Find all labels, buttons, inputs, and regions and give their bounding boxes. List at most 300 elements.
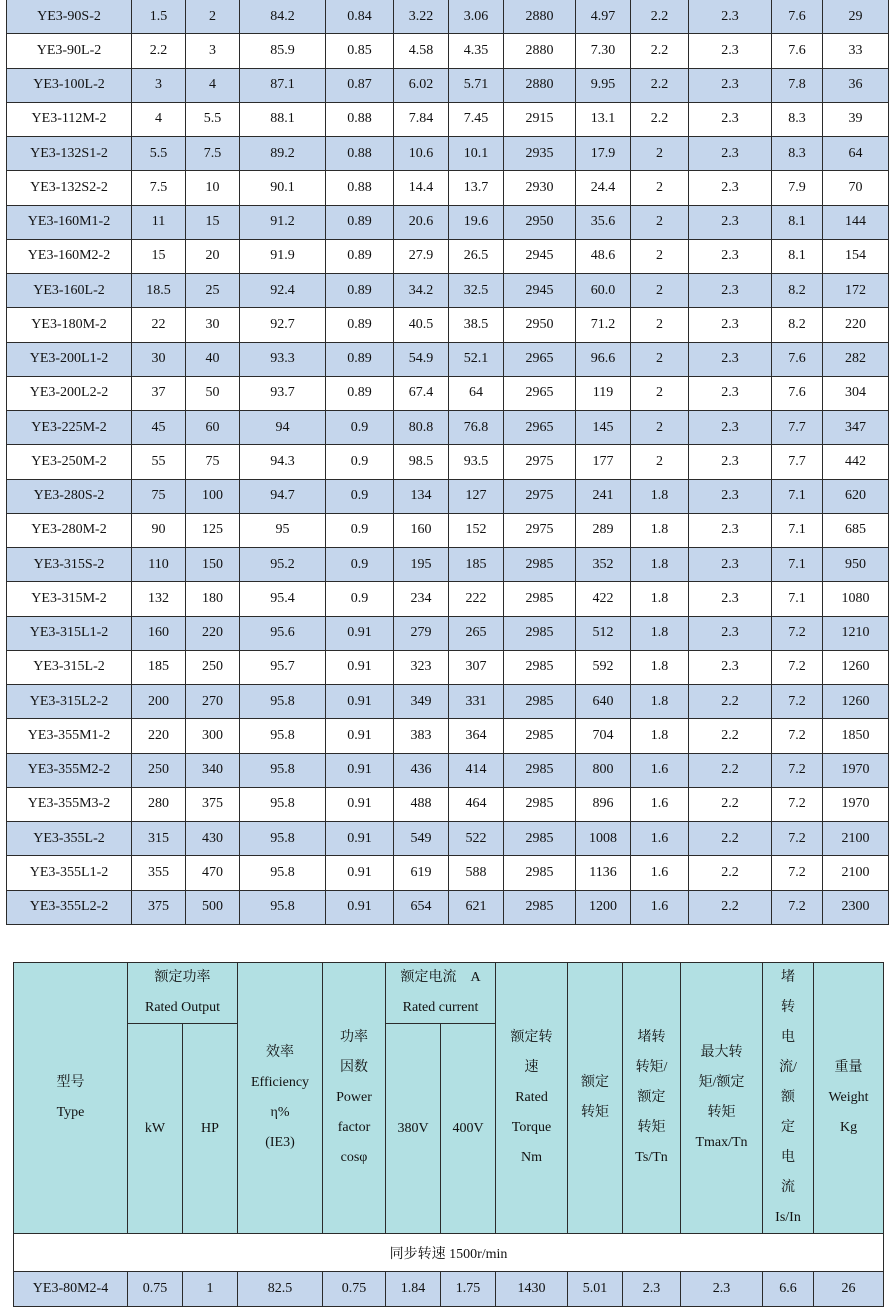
table-cell: 67.4 bbox=[394, 376, 449, 410]
table-cell: 488 bbox=[394, 787, 449, 821]
table-cell: YE3-160L-2 bbox=[7, 274, 132, 308]
table-cell: 18.5 bbox=[132, 274, 186, 308]
table-cell: 1.8 bbox=[631, 616, 689, 650]
table-cell: 38.5 bbox=[449, 308, 504, 342]
table-cell: 87.1 bbox=[240, 68, 326, 102]
table-cell: 95 bbox=[240, 513, 326, 547]
table-cell: 7.7 bbox=[772, 411, 823, 445]
table-cell: 300 bbox=[186, 719, 240, 753]
table-cell: 1.8 bbox=[631, 719, 689, 753]
table-cell: 7.2 bbox=[772, 685, 823, 719]
table-cell: 7.6 bbox=[772, 376, 823, 410]
table-cell: 0.88 bbox=[326, 171, 394, 205]
table-cell: YE3-160M2-2 bbox=[7, 239, 132, 273]
table-cell: YE3-80M2-4 bbox=[14, 1272, 128, 1307]
table-cell: 0.89 bbox=[326, 342, 394, 376]
table-cell: 1.75 bbox=[441, 1272, 496, 1307]
table-cell: 2985 bbox=[504, 890, 576, 924]
table-cell: 2 bbox=[631, 239, 689, 273]
table-cell: 0.85 bbox=[326, 34, 394, 68]
table-cell: YE3-180M-2 bbox=[7, 308, 132, 342]
table-cell: 1.8 bbox=[631, 582, 689, 616]
table-cell: 2 bbox=[631, 411, 689, 445]
table-cell: 1970 bbox=[823, 787, 889, 821]
table-cell: 110 bbox=[132, 548, 186, 582]
table-cell: 0.91 bbox=[326, 616, 394, 650]
table-row bbox=[7, 376, 889, 410]
table-row bbox=[7, 650, 889, 684]
table-cell: 1.8 bbox=[631, 513, 689, 547]
table-cell: 8.2 bbox=[772, 274, 823, 308]
table-cell: 0.88 bbox=[326, 137, 394, 171]
table-row bbox=[7, 205, 889, 239]
table-cell: 7.2 bbox=[772, 856, 823, 890]
table-cell: 185 bbox=[449, 548, 504, 582]
table-cell: 2985 bbox=[504, 685, 576, 719]
table-cell: 0.89 bbox=[326, 376, 394, 410]
table-cell: 33 bbox=[823, 34, 889, 68]
table-cell: YE3-355L2-2 bbox=[7, 890, 132, 924]
table-row bbox=[7, 719, 889, 753]
table-cell: YE3-355M2-2 bbox=[7, 753, 132, 787]
table-cell: 2.2 bbox=[689, 822, 772, 856]
header-kw: kW bbox=[128, 1024, 183, 1234]
table-cell: 349 bbox=[394, 685, 449, 719]
table-cell: 352 bbox=[576, 548, 631, 582]
table-cell: 0.91 bbox=[326, 787, 394, 821]
table-cell: 241 bbox=[576, 479, 631, 513]
table-cell: 430 bbox=[186, 822, 240, 856]
table-cell: 5.5 bbox=[132, 137, 186, 171]
table-cell: 2.3 bbox=[689, 205, 772, 239]
table-cell: 5.71 bbox=[449, 68, 504, 102]
table-cell: 2985 bbox=[504, 856, 576, 890]
table-cell: 2950 bbox=[504, 205, 576, 239]
table-cell: 29 bbox=[823, 0, 889, 34]
table-cell: 75 bbox=[186, 445, 240, 479]
table-cell: 7.6 bbox=[772, 0, 823, 34]
table-cell: 2.3 bbox=[689, 34, 772, 68]
table-cell: 95.4 bbox=[240, 582, 326, 616]
table-row bbox=[7, 856, 889, 890]
table-cell: 364 bbox=[449, 719, 504, 753]
table-cell: YE3-200L1-2 bbox=[7, 342, 132, 376]
table-cell: 220 bbox=[823, 308, 889, 342]
table-cell: 0.91 bbox=[326, 822, 394, 856]
table-cell: 1.6 bbox=[631, 890, 689, 924]
table-cell: 19.6 bbox=[449, 205, 504, 239]
table-cell: 134 bbox=[394, 479, 449, 513]
table-cell: YE3-355M1-2 bbox=[7, 719, 132, 753]
table-cell: 2985 bbox=[504, 650, 576, 684]
table-cell: 195 bbox=[394, 548, 449, 582]
table-cell: 10.6 bbox=[394, 137, 449, 171]
table-cell: 1.5 bbox=[132, 0, 186, 34]
table-cell: YE3-315S-2 bbox=[7, 548, 132, 582]
table-cell: 2985 bbox=[504, 822, 576, 856]
table-cell: 1.8 bbox=[631, 479, 689, 513]
table-cell: 1080 bbox=[823, 582, 889, 616]
table-cell: 95.7 bbox=[240, 650, 326, 684]
table-cell: 177 bbox=[576, 445, 631, 479]
table-cell: 6.02 bbox=[394, 68, 449, 102]
table-row bbox=[7, 445, 889, 479]
table-cell: 95.8 bbox=[240, 719, 326, 753]
table-cell: 0.75 bbox=[128, 1272, 183, 1307]
header-locked-torque: 堵转 转矩/ 额定 转矩 Ts/Tn bbox=[623, 963, 681, 1234]
table-cell: 14.4 bbox=[394, 171, 449, 205]
table-cell: 7.2 bbox=[772, 822, 823, 856]
table-cell: 2985 bbox=[504, 616, 576, 650]
table-cell: 2935 bbox=[504, 137, 576, 171]
table-cell: 2.2 bbox=[689, 685, 772, 719]
table-cell: 52.1 bbox=[449, 342, 504, 376]
table-cell: 8.2 bbox=[772, 308, 823, 342]
table-cell: 94.7 bbox=[240, 479, 326, 513]
table-cell: 2100 bbox=[823, 822, 889, 856]
table-cell: 8.3 bbox=[772, 102, 823, 136]
table-cell: 15 bbox=[132, 239, 186, 273]
table-cell: 2.3 bbox=[689, 274, 772, 308]
table-cell: 7.6 bbox=[772, 34, 823, 68]
table-cell: YE3-355M3-2 bbox=[7, 787, 132, 821]
table-cell: 2 bbox=[631, 274, 689, 308]
table-cell: YE3-90L-2 bbox=[7, 34, 132, 68]
table-cell: 2985 bbox=[504, 719, 576, 753]
table-cell: 95.8 bbox=[240, 753, 326, 787]
table-cell: 304 bbox=[823, 376, 889, 410]
table-cell: 0.91 bbox=[326, 650, 394, 684]
table-cell: 37 bbox=[132, 376, 186, 410]
table-cell: 640 bbox=[576, 685, 631, 719]
table-cell: 95.8 bbox=[240, 787, 326, 821]
table-cell: 39 bbox=[823, 102, 889, 136]
table-cell: 375 bbox=[186, 787, 240, 821]
table-cell: 2.3 bbox=[681, 1272, 763, 1307]
table-cell: 4 bbox=[132, 102, 186, 136]
table-cell: 96.6 bbox=[576, 342, 631, 376]
table-cell: 2880 bbox=[504, 0, 576, 34]
table-cell: 20 bbox=[186, 239, 240, 273]
table-row bbox=[7, 239, 889, 273]
table-cell: YE3-355L-2 bbox=[7, 822, 132, 856]
table-cell: 282 bbox=[823, 342, 889, 376]
table-cell: 22 bbox=[132, 308, 186, 342]
table-cell: 75 bbox=[132, 479, 186, 513]
table-cell: 85.9 bbox=[240, 34, 326, 68]
table-row bbox=[7, 548, 889, 582]
table-cell: YE3-315L-2 bbox=[7, 650, 132, 684]
table-row bbox=[7, 753, 889, 787]
table-cell: 0.89 bbox=[326, 308, 394, 342]
table-cell: 331 bbox=[449, 685, 504, 719]
table-cell: 470 bbox=[186, 856, 240, 890]
table-cell: 150 bbox=[186, 548, 240, 582]
table-cell: 620 bbox=[823, 479, 889, 513]
table-row bbox=[7, 0, 889, 34]
table-cell: 549 bbox=[394, 822, 449, 856]
table-cell: 95.8 bbox=[240, 856, 326, 890]
table-cell: 2.3 bbox=[689, 308, 772, 342]
table-row bbox=[7, 685, 889, 719]
header-rated-current: 额定电流 A Rated current bbox=[386, 963, 496, 1024]
table-cell: YE3-100L-2 bbox=[7, 68, 132, 102]
table-body bbox=[14, 1272, 884, 1307]
table-cell: 35.6 bbox=[576, 205, 631, 239]
table-cell: 383 bbox=[394, 719, 449, 753]
table-cell: 91.2 bbox=[240, 205, 326, 239]
table-cell: YE3-355L1-2 bbox=[7, 856, 132, 890]
header-locked-current: 堵 转 电 流/ 额 定 电 流 Is/In bbox=[763, 963, 814, 1234]
table-cell: 200 bbox=[132, 685, 186, 719]
table-cell: 2930 bbox=[504, 171, 576, 205]
table-cell: 2.3 bbox=[689, 411, 772, 445]
table-cell: 250 bbox=[132, 753, 186, 787]
table-cell: 685 bbox=[823, 513, 889, 547]
table-cell: 2945 bbox=[504, 274, 576, 308]
table-cell: 92.4 bbox=[240, 274, 326, 308]
table-cell: 7.2 bbox=[772, 890, 823, 924]
table-cell: 1.6 bbox=[631, 753, 689, 787]
table-cell: 0.91 bbox=[326, 719, 394, 753]
table-cell: 7.5 bbox=[132, 171, 186, 205]
table-cell: 9.95 bbox=[576, 68, 631, 102]
table-cell: 355 bbox=[132, 856, 186, 890]
table-cell: 2.3 bbox=[689, 650, 772, 684]
table-row bbox=[7, 34, 889, 68]
table-cell: 82.5 bbox=[238, 1272, 323, 1307]
table-cell: 265 bbox=[449, 616, 504, 650]
table-cell: 80.8 bbox=[394, 411, 449, 445]
table-cell: 13.1 bbox=[576, 102, 631, 136]
table-cell: 4.58 bbox=[394, 34, 449, 68]
table-cell: 896 bbox=[576, 787, 631, 821]
table-cell: 340 bbox=[186, 753, 240, 787]
table-row bbox=[7, 171, 889, 205]
table-cell: 26.5 bbox=[449, 239, 504, 273]
table-cell: 2975 bbox=[504, 445, 576, 479]
table-cell: 2975 bbox=[504, 479, 576, 513]
table-cell: 2.3 bbox=[689, 137, 772, 171]
table-cell: 2.2 bbox=[631, 102, 689, 136]
table-cell: 45 bbox=[132, 411, 186, 445]
table-cell: 2950 bbox=[504, 308, 576, 342]
table-cell: 160 bbox=[394, 513, 449, 547]
table-cell: 0.89 bbox=[326, 274, 394, 308]
table-cell: 1.6 bbox=[631, 787, 689, 821]
table-cell: 180 bbox=[186, 582, 240, 616]
table-cell: 7.1 bbox=[772, 548, 823, 582]
table-cell: 1.8 bbox=[631, 685, 689, 719]
table-cell: 2.2 bbox=[689, 787, 772, 821]
table-cell: 100 bbox=[186, 479, 240, 513]
table-cell: 95.2 bbox=[240, 548, 326, 582]
table-cell: 27.9 bbox=[394, 239, 449, 273]
table-cell: 0.9 bbox=[326, 445, 394, 479]
header-power-factor: 功率 因数 Power factor cosφ bbox=[323, 963, 386, 1234]
table-cell: 950 bbox=[823, 548, 889, 582]
table-row bbox=[7, 274, 889, 308]
table-cell: YE3-315M-2 bbox=[7, 582, 132, 616]
table-cell: 7.6 bbox=[772, 342, 823, 376]
sync-speed-label: 同步转速 1500r/min bbox=[14, 1234, 884, 1272]
table-cell: 2.3 bbox=[623, 1272, 681, 1307]
table-cell: 2.3 bbox=[689, 616, 772, 650]
table-cell: 250 bbox=[186, 650, 240, 684]
table-cell: 1.6 bbox=[631, 856, 689, 890]
table-cell: 60 bbox=[186, 411, 240, 445]
table-cell: 1260 bbox=[823, 685, 889, 719]
table-cell: 2 bbox=[631, 342, 689, 376]
header-rated-torque: 额定 转矩 bbox=[568, 963, 623, 1234]
table-cell: YE3-315L1-2 bbox=[7, 616, 132, 650]
table-cell: 592 bbox=[576, 650, 631, 684]
table-cell: 1.8 bbox=[631, 650, 689, 684]
table-cell: 8.1 bbox=[772, 239, 823, 273]
table-cell: 93.5 bbox=[449, 445, 504, 479]
table-cell: 500 bbox=[186, 890, 240, 924]
table-cell: 2945 bbox=[504, 239, 576, 273]
table-cell: YE3-160M1-2 bbox=[7, 205, 132, 239]
header-type: 型号 Type bbox=[14, 963, 128, 1234]
table-cell: 2 bbox=[631, 376, 689, 410]
table-cell: 315 bbox=[132, 822, 186, 856]
table-cell: 323 bbox=[394, 650, 449, 684]
table-cell: 375 bbox=[132, 890, 186, 924]
header-rated-output: 额定功率 Rated Output bbox=[128, 963, 238, 1024]
table-cell: 10 bbox=[186, 171, 240, 205]
table-cell: 2.3 bbox=[689, 68, 772, 102]
table-cell: 64 bbox=[449, 376, 504, 410]
table-cell: 7.2 bbox=[772, 787, 823, 821]
table-cell: YE3-90S-2 bbox=[7, 0, 132, 34]
table-cell: 88.1 bbox=[240, 102, 326, 136]
table-cell: 0.9 bbox=[326, 411, 394, 445]
table-cell: 7.84 bbox=[394, 102, 449, 136]
table-cell: 2.3 bbox=[689, 376, 772, 410]
table-cell: 621 bbox=[449, 890, 504, 924]
table-cell: 172 bbox=[823, 274, 889, 308]
table-cell: 7.45 bbox=[449, 102, 504, 136]
table-row bbox=[7, 890, 889, 924]
table-cell: 95.8 bbox=[240, 685, 326, 719]
table-cell: 0.89 bbox=[326, 205, 394, 239]
table-cell: 220 bbox=[186, 616, 240, 650]
table-cell: 7.8 bbox=[772, 68, 823, 102]
table-cell: 30 bbox=[186, 308, 240, 342]
table-cell: 588 bbox=[449, 856, 504, 890]
table-cell: 64 bbox=[823, 137, 889, 171]
table-cell: YE3-112M-2 bbox=[7, 102, 132, 136]
table-cell: 20.6 bbox=[394, 205, 449, 239]
table-cell: 94.3 bbox=[240, 445, 326, 479]
table-cell: 6.6 bbox=[763, 1272, 814, 1307]
table-cell: 0.87 bbox=[326, 68, 394, 102]
table-cell: 89.2 bbox=[240, 137, 326, 171]
table-cell: YE3-280M-2 bbox=[7, 513, 132, 547]
table-cell: YE3-250M-2 bbox=[7, 445, 132, 479]
table-cell: 93.3 bbox=[240, 342, 326, 376]
table-cell: 154 bbox=[823, 239, 889, 273]
header-380v: 380V bbox=[386, 1024, 441, 1234]
table-cell: 422 bbox=[576, 582, 631, 616]
table-cell: 145 bbox=[576, 411, 631, 445]
table-cell: 2.2 bbox=[689, 890, 772, 924]
table-cell: 436 bbox=[394, 753, 449, 787]
table-cell: 289 bbox=[576, 513, 631, 547]
table-cell: 347 bbox=[823, 411, 889, 445]
table-cell: 2.2 bbox=[631, 68, 689, 102]
table-cell: 0.9 bbox=[326, 513, 394, 547]
table-cell: 84.2 bbox=[240, 0, 326, 34]
table-cell: 7.2 bbox=[772, 753, 823, 787]
table-cell: 2915 bbox=[504, 102, 576, 136]
table-row bbox=[7, 787, 889, 821]
table-cell: 2985 bbox=[504, 753, 576, 787]
table-cell: 7.2 bbox=[772, 616, 823, 650]
table-cell: YE3-225M-2 bbox=[7, 411, 132, 445]
table-cell: 1.8 bbox=[631, 548, 689, 582]
table-cell: 0.75 bbox=[323, 1272, 386, 1307]
table-cell: 2 bbox=[186, 0, 240, 34]
table-cell: 2.3 bbox=[689, 239, 772, 273]
table-cell: 93.7 bbox=[240, 376, 326, 410]
table-cell: YE3-315L2-2 bbox=[7, 685, 132, 719]
table-cell: 2985 bbox=[504, 787, 576, 821]
table-cell: 92.7 bbox=[240, 308, 326, 342]
header-weight: 重量 Weight Kg bbox=[814, 963, 884, 1234]
table-cell: 234 bbox=[394, 582, 449, 616]
table-cell: 2 bbox=[631, 171, 689, 205]
table-row bbox=[7, 308, 889, 342]
table-cell: 2.2 bbox=[689, 753, 772, 787]
table-cell: 1210 bbox=[823, 616, 889, 650]
table-cell: 2.3 bbox=[689, 479, 772, 513]
table-cell: 71.2 bbox=[576, 308, 631, 342]
table-cell: 464 bbox=[449, 787, 504, 821]
table-cell: 10.1 bbox=[449, 137, 504, 171]
table-cell: 704 bbox=[576, 719, 631, 753]
table-cell: 132 bbox=[132, 582, 186, 616]
table-row bbox=[7, 616, 889, 650]
table-cell: 36 bbox=[823, 68, 889, 102]
table-cell: 2.3 bbox=[689, 171, 772, 205]
table-cell: 2.3 bbox=[689, 582, 772, 616]
table-cell: 1136 bbox=[576, 856, 631, 890]
table-cell: 95.6 bbox=[240, 616, 326, 650]
table-cell: 2.2 bbox=[631, 34, 689, 68]
table-cell: 1.84 bbox=[386, 1272, 441, 1307]
table-cell: 24.4 bbox=[576, 171, 631, 205]
table-row bbox=[7, 137, 889, 171]
table-cell: 279 bbox=[394, 616, 449, 650]
table-cell: 0.88 bbox=[326, 102, 394, 136]
table-cell: 0.91 bbox=[326, 890, 394, 924]
table-cell: 5.5 bbox=[186, 102, 240, 136]
table-cell: 0.9 bbox=[326, 548, 394, 582]
table-cell: 7.1 bbox=[772, 479, 823, 513]
table-cell: 2.3 bbox=[689, 513, 772, 547]
table-cell: 91.9 bbox=[240, 239, 326, 273]
table-cell: 40 bbox=[186, 342, 240, 376]
header-max-torque: 最大转 矩/额定 转矩 Tmax/Tn bbox=[681, 963, 763, 1234]
table-cell: 26 bbox=[814, 1272, 884, 1307]
table-cell: 0.91 bbox=[326, 685, 394, 719]
table-cell: 127 bbox=[449, 479, 504, 513]
table-cell: 152 bbox=[449, 513, 504, 547]
table-row bbox=[7, 582, 889, 616]
table-cell: 2 bbox=[631, 308, 689, 342]
